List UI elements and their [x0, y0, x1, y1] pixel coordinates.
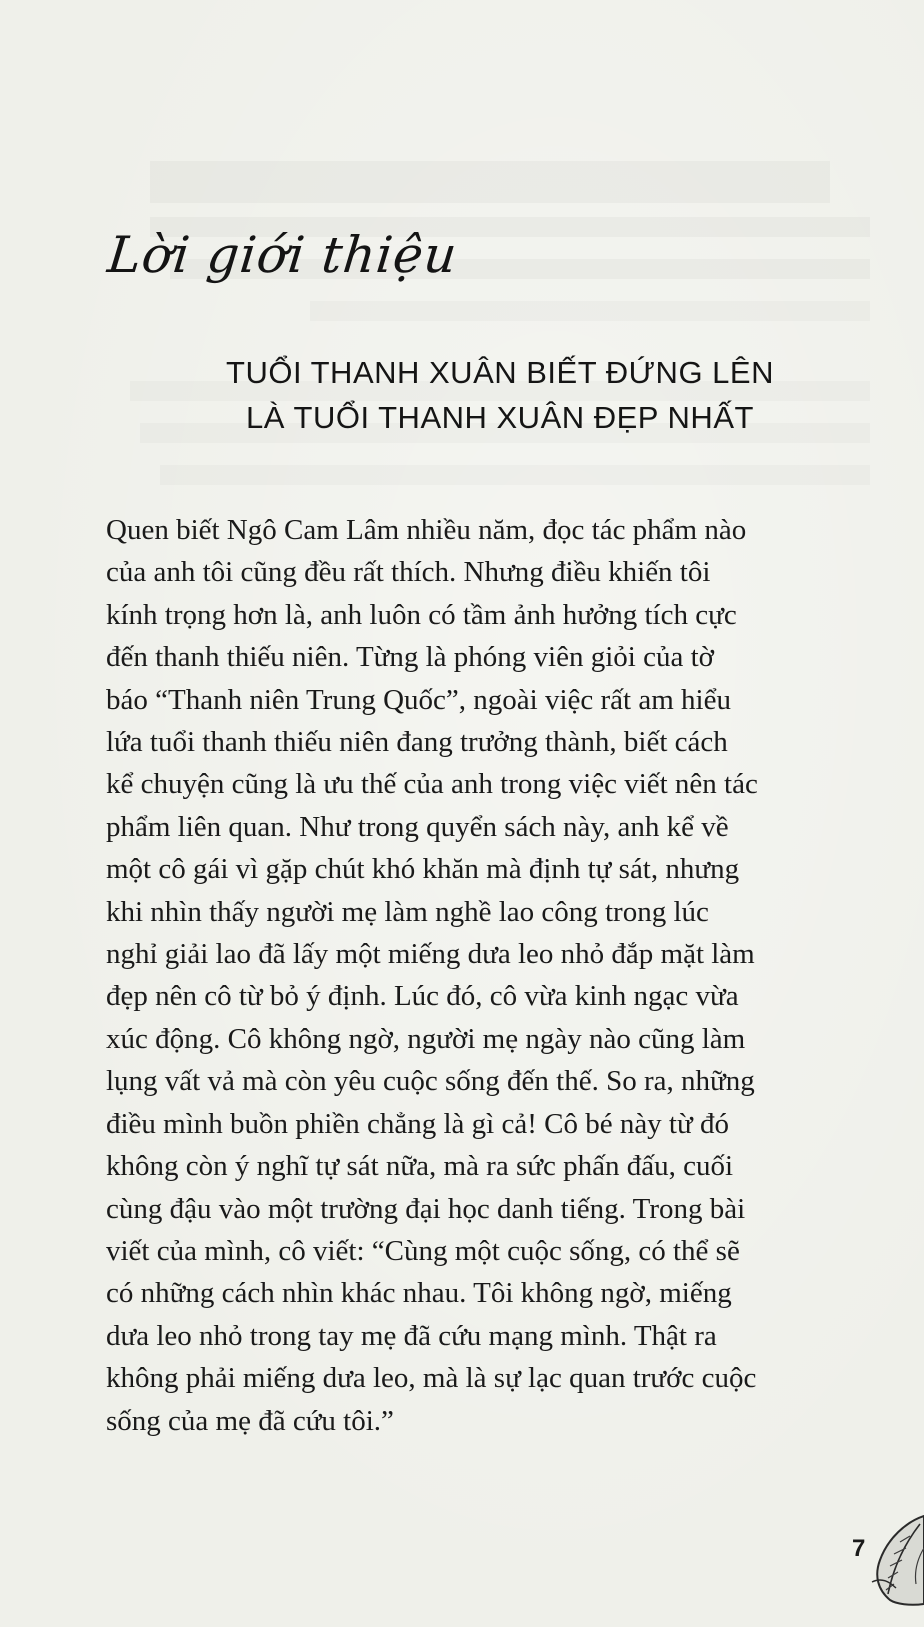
bleed-through-text — [110, 155, 870, 507]
body-line: cùng đậu vào một trường đại học danh tiếng. Trong bài — [106, 1192, 746, 1225]
body-line: không phải miếng dưa leo, mà là sự lạc quan trước cuộc — [106, 1362, 757, 1395]
body-line: viết của mình, cô viết: “Cùng một cuộc sống, có thể sẽ — [106, 1234, 740, 1267]
leaf-ornament-icon — [866, 1508, 924, 1608]
chapter-subtitle — [120, 350, 880, 440]
body-line: không còn ý nghĩ tự sát nữa, mà ra sức phấn đấu, cuối — [106, 1150, 734, 1183]
body-line: một cô gái vì gặp chút khó khăn mà định tự sát, nhưng — [106, 853, 740, 886]
body-line: báo “Thanh niên Trung Quốc”, ngoài việc rất am hiểu — [106, 683, 731, 716]
body-line: đẹp nên cô từ bỏ ý định. Lúc đó, cô vừa kinh ngạc vừa — [106, 980, 739, 1013]
body-paragraph — [106, 509, 856, 1442]
body-line: sống của mẹ đã cứu tôi.” — [106, 1404, 394, 1437]
body-line: điều mình buồn phiền chẳng là gì cả! Cô bé này từ đó — [106, 1107, 729, 1140]
body-line: của anh tôi cũng đều rất thích. Nhưng điều khiến tôi — [106, 556, 711, 589]
subtitle-line: LÀ TUỔI THANH XUÂN ĐẸP NHẤT — [246, 400, 754, 435]
subtitle-line: TUỔI THANH XUÂN BIẾT ĐỨNG LÊN — [226, 355, 774, 390]
body-line: xúc động. Cô không ngờ, người mẹ ngày nào cũng làm — [106, 1022, 746, 1055]
body-line: Quen biết Ngô Cam Lâm nhiều năm, đọc tác phẩm nào — [106, 514, 747, 546]
body-line: phẩm liên quan. Như trong quyển sách này, anh kể về — [106, 810, 729, 843]
body-line: đến thanh thiếu niên. Từng là phóng viên giỏi của tờ — [106, 641, 714, 674]
body-line: dưa leo nhỏ trong tay mẹ đã cứu mạng mình. Thật ra — [106, 1319, 717, 1352]
chapter-heading: Lời giới thiệu — [104, 226, 461, 284]
body-line: khi nhìn thấy người mẹ làm nghề lao công trong lúc — [106, 895, 709, 928]
body-line: lứa tuổi thanh thiếu niên đang trưởng thành, biết cách — [106, 726, 728, 759]
page-number: 7 — [852, 1535, 866, 1562]
body-line: có những cách nhìn khác nhau. Tôi không ngờ, miếng — [106, 1277, 732, 1310]
body-line: kể chuyện cũng là ưu thế của anh trong việc viết nên tác — [106, 768, 758, 801]
body-line: lụng vất vả mà còn yêu cuộc sống đến thế. So ra, những — [106, 1065, 755, 1098]
body-line: nghỉ giải lao đã lấy một miếng dưa leo nhỏ đắp mặt làm — [106, 938, 755, 971]
body-line: kính trọng hơn là, anh luôn có tầm ảnh hưởng tích cực — [106, 598, 737, 631]
